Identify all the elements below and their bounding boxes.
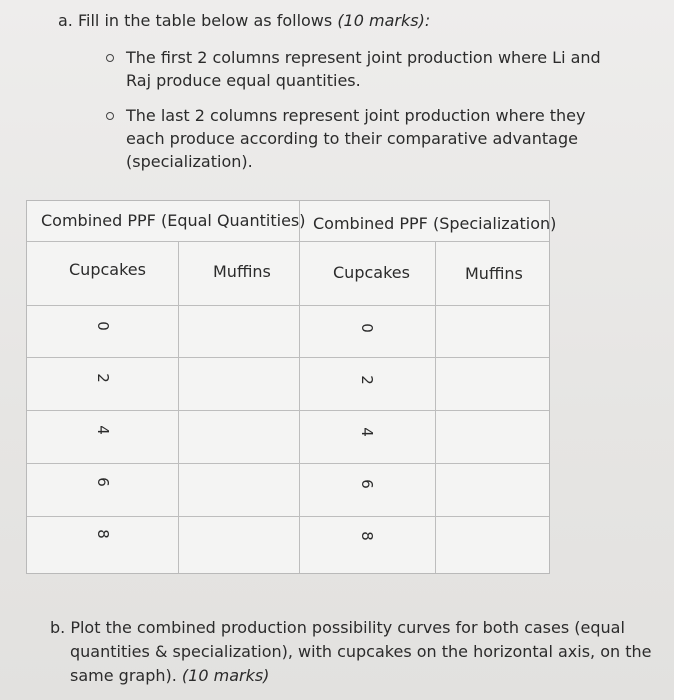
instruction-line: The last 2 columns represent joint production where they bbox=[126, 106, 586, 125]
table-rule bbox=[27, 241, 549, 242]
question-a-marks: (10 marks): bbox=[337, 11, 431, 30]
table-rule bbox=[178, 241, 179, 573]
ppf-table bbox=[26, 200, 557, 574]
table-rule bbox=[27, 463, 549, 464]
question-a-prompt bbox=[58, 10, 430, 32]
question-b-line bbox=[50, 664, 640, 688]
bullet-circle-icon bbox=[106, 54, 114, 62]
cell-cupcakes-spec: 8 bbox=[357, 531, 376, 541]
instruction-line: Raj produce equal quantities. bbox=[126, 71, 361, 90]
question-b-text: same graph). bbox=[70, 666, 177, 685]
cell-cupcakes-spec: 6 bbox=[357, 479, 376, 489]
cell-cupcakes-spec: 2 bbox=[357, 375, 376, 385]
cell-cupcakes-equal: 2 bbox=[93, 373, 112, 383]
question-b-marks: (10 marks) bbox=[181, 666, 270, 685]
cell-cupcakes-equal: 6 bbox=[93, 477, 112, 487]
group-header-equal: Combined PPF (Equal Quantities) bbox=[41, 211, 306, 230]
instruction-line: (specialization). bbox=[126, 152, 253, 171]
cell-cupcakes-equal: 8 bbox=[93, 529, 112, 539]
group-header-specialization: Combined PPF (Specialization) bbox=[313, 214, 557, 233]
cell-cupcakes-equal: 4 bbox=[93, 425, 112, 435]
table-rule bbox=[27, 410, 549, 411]
cell-cupcakes-spec: 4 bbox=[357, 427, 376, 437]
table-rule bbox=[27, 305, 549, 306]
cell-cupcakes-equal: 0 bbox=[93, 321, 112, 331]
question-b-prompt bbox=[50, 616, 652, 688]
table-rule bbox=[27, 357, 549, 358]
bullet-circle-icon bbox=[106, 112, 114, 120]
instruction-item bbox=[106, 46, 606, 92]
table-rule bbox=[435, 241, 436, 573]
instruction-line: each produce according to their comparative advantage bbox=[126, 129, 578, 148]
question-b-line: b. Plot the combined production possibility curves for both cases (equal bbox=[50, 618, 625, 637]
column-header-muffins: Muffins bbox=[213, 262, 271, 281]
cell-cupcakes-spec: 0 bbox=[357, 323, 376, 333]
question-a-text: a. Fill in the table below as follows bbox=[58, 11, 333, 30]
table-rule bbox=[27, 516, 549, 517]
instruction-line: The first 2 columns represent joint production where Li and bbox=[126, 48, 601, 67]
question-b-line: quantities & specialization), with cupcakes on the horizontal axis, on the bbox=[70, 642, 652, 661]
column-header-cupcakes: Cupcakes bbox=[333, 263, 410, 282]
instruction-list bbox=[106, 46, 606, 185]
instruction-item bbox=[106, 104, 606, 173]
column-header-muffins: Muffins bbox=[465, 264, 523, 283]
column-header-cupcakes: Cupcakes bbox=[69, 260, 146, 279]
